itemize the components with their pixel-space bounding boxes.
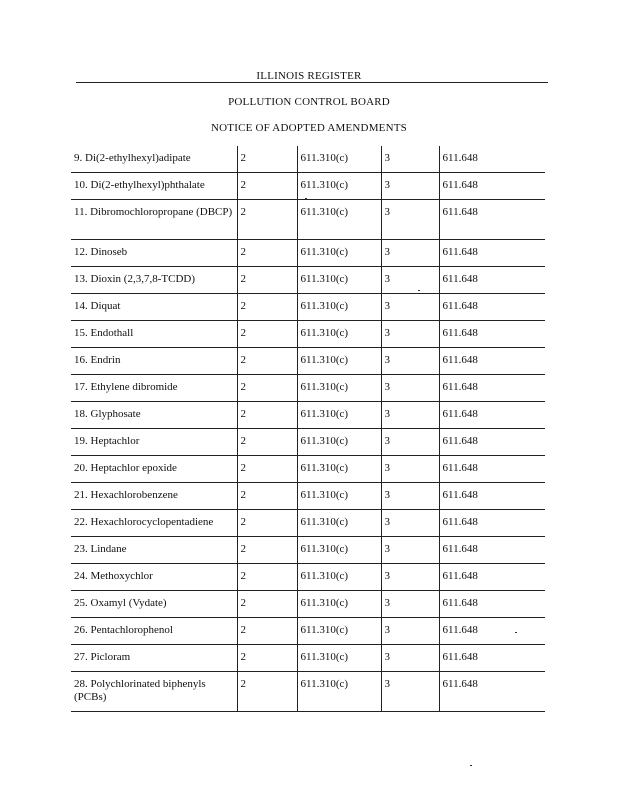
- section-reference: 611.310(c): [297, 510, 381, 537]
- column-4-value: 3: [381, 537, 439, 564]
- section-reference: 611.310(c): [297, 483, 381, 510]
- section-cite: 611.648: [439, 591, 545, 618]
- column-2-value: 2: [237, 267, 297, 294]
- section-reference: 611.310(c): [297, 200, 381, 240]
- column-4-value: 3: [381, 510, 439, 537]
- board-title: POLLUTION CONTROL BOARD: [228, 96, 390, 108]
- table-row: [71, 429, 545, 456]
- table-row: [71, 537, 545, 564]
- table-row: [71, 146, 545, 173]
- contaminant-name: 18. Glyphosate: [71, 402, 237, 429]
- column-4-value: 3: [381, 429, 439, 456]
- section-cite: 611.648: [439, 402, 545, 429]
- section-cite: 611.648: [439, 294, 545, 321]
- section-cite: 611.648: [439, 645, 545, 672]
- column-4-value: 3: [381, 591, 439, 618]
- section-reference: 611.310(c): [297, 321, 381, 348]
- table-row: [71, 294, 545, 321]
- column-2-value: 2: [237, 200, 297, 240]
- section-reference: 611.310(c): [297, 564, 381, 591]
- column-2-value: 2: [237, 564, 297, 591]
- column-2-value: 2: [237, 591, 297, 618]
- section-cite: 611.648: [439, 200, 545, 240]
- column-4-value: 3: [381, 321, 439, 348]
- section-cite: 611.648: [439, 348, 545, 375]
- section-reference: 611.310(c): [297, 618, 381, 645]
- contaminant-name: 24. Methoxychlor: [71, 564, 237, 591]
- section-reference: 611.310(c): [297, 429, 381, 456]
- scan-speck: [515, 632, 517, 633]
- column-2-value: 2: [237, 375, 297, 402]
- table-row: [71, 591, 545, 618]
- column-2-value: 2: [237, 510, 297, 537]
- column-4-value: 3: [381, 564, 439, 591]
- contaminant-name: 28. Polychlorinated biphenyls (PCBs): [71, 672, 237, 712]
- contaminant-name: 21. Hexachlorobenzene: [71, 483, 237, 510]
- section-reference: 611.310(c): [297, 537, 381, 564]
- contaminant-name: 20. Heptachlor epoxide: [71, 456, 237, 483]
- contaminant-name: 27. Picloram: [71, 645, 237, 672]
- section-reference: 611.310(c): [297, 240, 381, 267]
- column-2-value: 2: [237, 240, 297, 267]
- scan-speck: [418, 290, 420, 291]
- table-row: [71, 456, 545, 483]
- contaminant-table: [71, 146, 545, 712]
- section-reference: 611.310(c): [297, 375, 381, 402]
- section-cite: 611.648: [439, 240, 545, 267]
- section-cite: 611.648: [439, 456, 545, 483]
- column-2-value: 2: [237, 321, 297, 348]
- column-4-value: 3: [381, 375, 439, 402]
- table-row: [71, 645, 545, 672]
- column-4-value: 3: [381, 146, 439, 173]
- contaminant-name: 16. Endrin: [71, 348, 237, 375]
- section-cite: 611.648: [439, 564, 545, 591]
- column-4-value: 3: [381, 173, 439, 200]
- register-title: ILLINOIS REGISTER: [256, 70, 362, 82]
- table-row: [71, 200, 545, 240]
- column-2-value: 2: [237, 645, 297, 672]
- column-2-value: 2: [237, 146, 297, 173]
- column-4-value: 3: [381, 402, 439, 429]
- contaminant-name: 14. Diquat: [71, 294, 237, 321]
- section-reference: 611.310(c): [297, 402, 381, 429]
- section-reference: 611.310(c): [297, 348, 381, 375]
- section-reference: 611.310(c): [297, 591, 381, 618]
- column-4-value: 3: [381, 294, 439, 321]
- table-row: [71, 564, 545, 591]
- section-cite: 611.648: [439, 321, 545, 348]
- table-row: [71, 348, 545, 375]
- column-4-value: 3: [381, 200, 439, 240]
- column-2-value: 2: [237, 537, 297, 564]
- contaminant-name: 17. Ethylene dibromide: [71, 375, 237, 402]
- table-row: [71, 267, 545, 294]
- contaminant-name: 23. Lindane: [71, 537, 237, 564]
- contaminant-name: 9. Di(2-ethylhexyl)adipate: [71, 146, 237, 173]
- header-rule: [76, 82, 548, 83]
- column-4-value: 3: [381, 618, 439, 645]
- contaminant-name: 22. Hexachlorocyclopentadiene: [71, 510, 237, 537]
- table-row: [71, 240, 545, 267]
- table-row: [71, 510, 545, 537]
- table-row: [71, 173, 545, 200]
- table-row: [71, 672, 545, 712]
- column-2-value: 2: [237, 429, 297, 456]
- table-row: [71, 321, 545, 348]
- contaminant-name: 11. Dibromochloropropane (DBCP): [71, 200, 237, 240]
- column-2-value: 2: [237, 173, 297, 200]
- column-2-value: 2: [237, 294, 297, 321]
- column-4-value: 3: [381, 645, 439, 672]
- column-2-value: 2: [237, 456, 297, 483]
- scan-speck: [305, 198, 307, 199]
- section-cite: 611.648: [439, 537, 545, 564]
- contaminant-name: 10. Di(2-ethylhexyl)phthalate: [71, 173, 237, 200]
- section-cite: 611.648: [439, 618, 545, 645]
- table-row: [71, 618, 545, 645]
- section-cite: 611.648: [439, 173, 545, 200]
- section-cite: 611.648: [439, 483, 545, 510]
- section-cite: 611.648: [439, 267, 545, 294]
- table-row: [71, 402, 545, 429]
- column-4-value: 3: [381, 483, 439, 510]
- section-reference: 611.310(c): [297, 173, 381, 200]
- section-cite: 611.648: [439, 429, 545, 456]
- section-reference: 611.310(c): [297, 645, 381, 672]
- column-2-value: 2: [237, 672, 297, 712]
- section-cite: 611.648: [439, 510, 545, 537]
- section-cite: 611.648: [439, 146, 545, 173]
- column-2-value: 2: [237, 348, 297, 375]
- contaminant-name: 19. Heptachlor: [71, 429, 237, 456]
- section-reference: 611.310(c): [297, 267, 381, 294]
- section-cite: 611.648: [439, 672, 545, 712]
- column-2-value: 2: [237, 402, 297, 429]
- column-2-value: 2: [237, 618, 297, 645]
- section-reference: 611.310(c): [297, 146, 381, 173]
- contaminant-name: 15. Endothall: [71, 321, 237, 348]
- table-row: [71, 375, 545, 402]
- column-2-value: 2: [237, 483, 297, 510]
- section-reference: 611.310(c): [297, 294, 381, 321]
- scan-speck: [470, 765, 472, 766]
- section-cite: 611.648: [439, 375, 545, 402]
- contaminant-name: 13. Dioxin (2,3,7,8-TCDD): [71, 267, 237, 294]
- table-row: [71, 483, 545, 510]
- contaminant-table-body: [71, 146, 545, 712]
- contaminant-name: 12. Dinoseb: [71, 240, 237, 267]
- column-4-value: 3: [381, 672, 439, 712]
- section-reference: 611.310(c): [297, 456, 381, 483]
- column-4-value: 3: [381, 348, 439, 375]
- column-4-value: 3: [381, 456, 439, 483]
- column-4-value: 3: [381, 240, 439, 267]
- notice-title: NOTICE OF ADOPTED AMENDMENTS: [211, 122, 407, 134]
- contaminant-name: 25. Oxamyl (Vydate): [71, 591, 237, 618]
- column-4-value: 3: [381, 267, 439, 294]
- section-reference: 611.310(c): [297, 672, 381, 712]
- contaminant-name: 26. Pentachlorophenol: [71, 618, 237, 645]
